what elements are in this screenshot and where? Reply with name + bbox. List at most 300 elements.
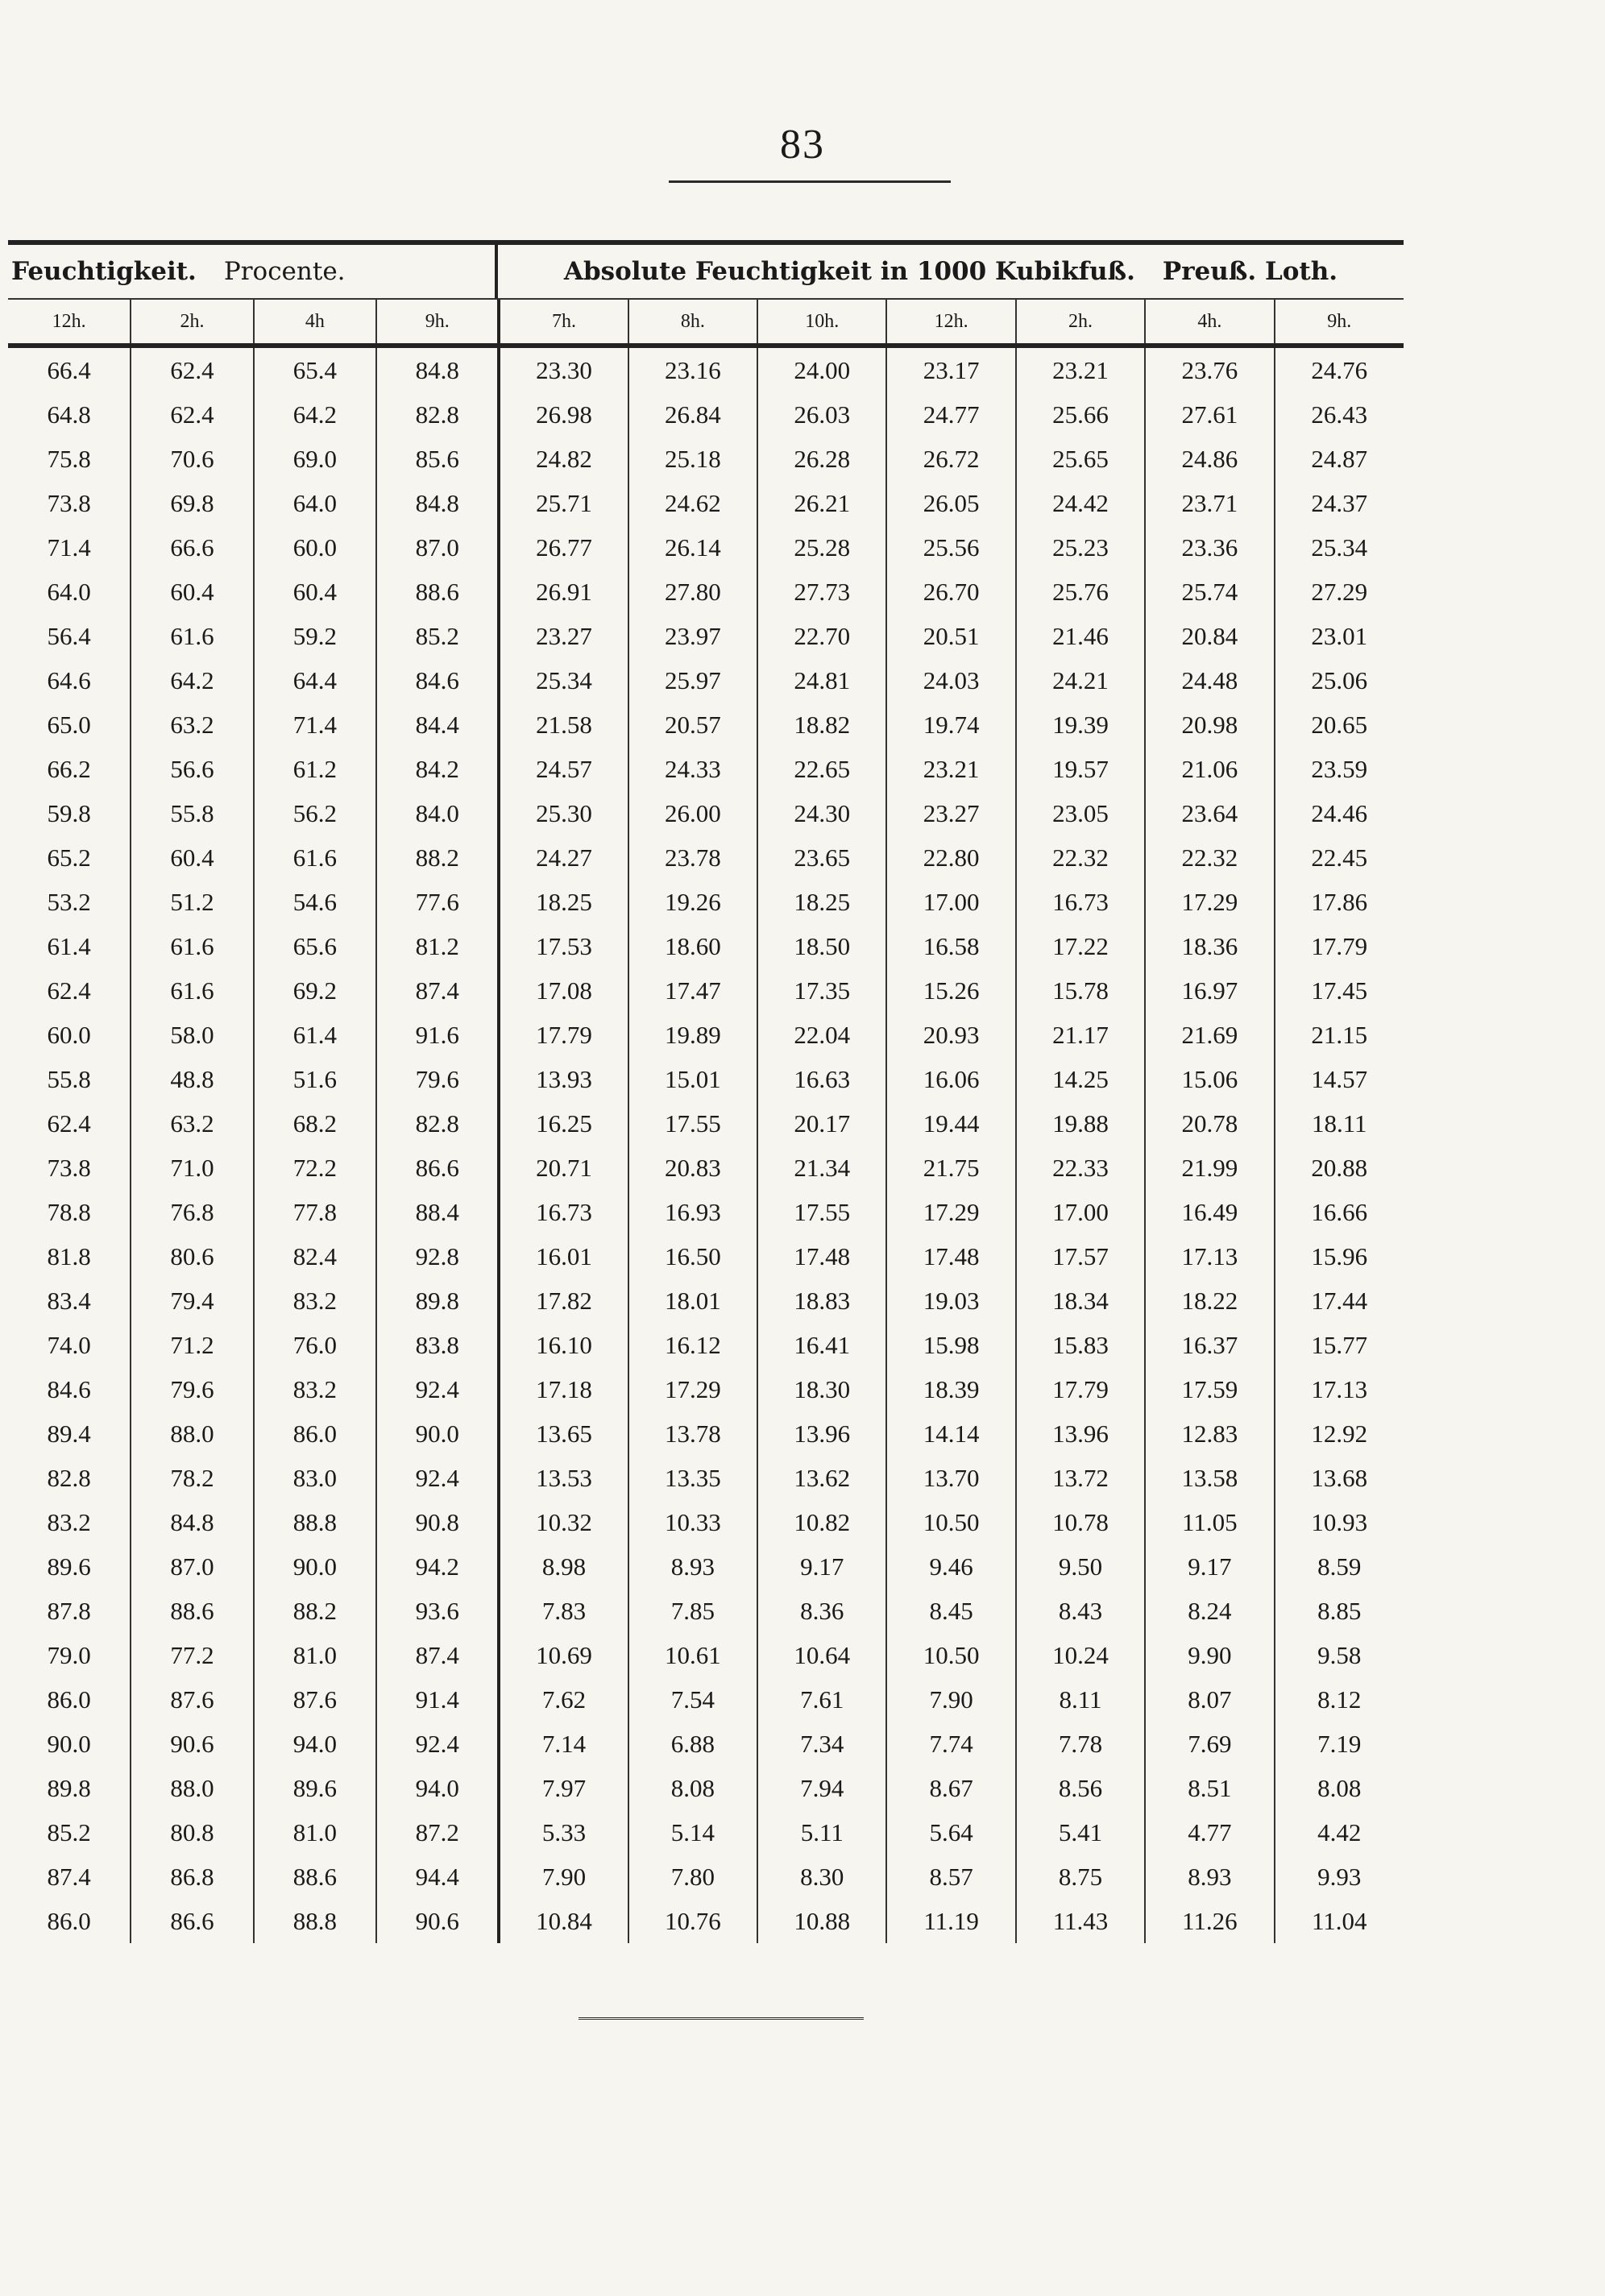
table-cell: 19.03 — [886, 1279, 1015, 1323]
table-cell: 24.57 — [499, 747, 628, 791]
table-cell: 87.0 — [131, 1544, 253, 1589]
table-cell: 63.2 — [131, 702, 253, 747]
table-cell: 10.50 — [886, 1500, 1015, 1544]
table-cell: 59.2 — [254, 614, 376, 658]
table-cell: 89.8 — [376, 1279, 499, 1323]
table-cell: 23.16 — [628, 346, 757, 392]
bottom-ornament-rule — [579, 2017, 864, 2020]
table-row — [8, 570, 1404, 614]
table-cell: 10.33 — [628, 1500, 757, 1544]
table-cell: 24.76 — [1275, 346, 1404, 392]
table-cell: 84.6 — [376, 658, 499, 702]
table-cell: 27.80 — [628, 570, 757, 614]
table-cell: 89.4 — [47, 1419, 91, 1448]
table-cell: 23.17 — [886, 346, 1015, 392]
table-cell: 68.2 — [254, 1101, 376, 1146]
table-cell: 7.19 — [1275, 1722, 1404, 1766]
table-cell: 7.80 — [628, 1855, 757, 1899]
table-cell: 7.54 — [628, 1677, 757, 1722]
table-cell: 90.0 — [47, 1729, 91, 1758]
table-cell: 15.98 — [886, 1323, 1015, 1367]
table-cell: 13.78 — [628, 1411, 757, 1456]
table-cell: 7.34 — [757, 1722, 886, 1766]
table-cell: 8.93 — [1145, 1855, 1274, 1899]
table-cell: 56.4 — [47, 621, 91, 650]
table-cell: 88.8 — [254, 1500, 376, 1544]
table-cell: 84.0 — [376, 791, 499, 835]
table-cell: 23.05 — [1016, 791, 1145, 835]
table-cell: 17.55 — [628, 1101, 757, 1146]
table-cell: 16.58 — [886, 924, 1015, 968]
table-cell: 21.69 — [1145, 1013, 1274, 1057]
table-cell: 64.2 — [131, 658, 253, 702]
table-cell: 10.50 — [886, 1633, 1015, 1677]
table-cell: 69.0 — [254, 437, 376, 481]
table-cell: 10.78 — [1016, 1500, 1145, 1544]
table-cell: 66.2 — [47, 754, 91, 783]
table-cell: 17.35 — [757, 968, 886, 1013]
column-header: 4h. — [1145, 300, 1274, 346]
table-cell: 17.13 — [1145, 1234, 1274, 1279]
table-cell: 22.04 — [757, 1013, 886, 1057]
table-cell: 15.06 — [1145, 1057, 1274, 1101]
table-cell: 90.0 — [376, 1411, 499, 1456]
table-cell: 69.8 — [131, 481, 253, 525]
table-cell: 10.84 — [499, 1899, 628, 1943]
table-cell: 24.30 — [757, 791, 886, 835]
table-cell: 48.8 — [131, 1057, 253, 1101]
absolute-humidity-title: Absolute Feuchtigkeit in 1000 Kubikfuß. — [563, 257, 1135, 286]
table-cell: 17.45 — [1275, 968, 1404, 1013]
table-cell: 21.06 — [1145, 747, 1274, 791]
table-cell: 84.6 — [47, 1374, 91, 1403]
relative-humidity-title: Feuchtigkeit. — [11, 257, 197, 286]
column-header: 12h. — [886, 300, 1015, 346]
table-row — [8, 437, 1404, 481]
table-cell: 6.88 — [628, 1722, 757, 1766]
table-cell: 17.18 — [499, 1367, 628, 1411]
table-cell: 18.25 — [757, 880, 886, 924]
table-cell: 55.8 — [47, 1064, 91, 1093]
table-cell: 62.4 — [131, 392, 253, 437]
table-cell: 86.6 — [376, 1146, 499, 1190]
table-cell: 8.45 — [886, 1589, 1015, 1633]
table-cell: 18.22 — [1145, 1279, 1274, 1323]
table-cell: 8.08 — [628, 1766, 757, 1810]
table-cell: 13.58 — [1145, 1456, 1274, 1500]
table-cell: 8.30 — [757, 1855, 886, 1899]
table-cell: 24.87 — [1275, 437, 1404, 481]
table-cell: 88.2 — [376, 835, 499, 880]
table-cell: 17.82 — [499, 1279, 628, 1323]
table-row — [8, 1013, 1404, 1057]
table-row — [8, 658, 1404, 702]
table-cell: 88.2 — [254, 1589, 376, 1633]
table-cell: 51.6 — [254, 1057, 376, 1101]
column-header: 4h — [254, 300, 376, 346]
table-cell: 86.6 — [131, 1899, 253, 1943]
table-cell: 79.6 — [131, 1367, 253, 1411]
table-row — [8, 1899, 1404, 1943]
table-cell: 26.72 — [886, 437, 1015, 481]
table-cell: 17.48 — [757, 1234, 886, 1279]
table-cell: 90.6 — [131, 1722, 253, 1766]
table-cell: 83.4 — [47, 1286, 91, 1315]
table-cell: 22.33 — [1016, 1146, 1145, 1190]
table-cell: 92.4 — [376, 1367, 499, 1411]
table-cell: 25.76 — [1016, 570, 1145, 614]
table-cell: 8.07 — [1145, 1677, 1274, 1722]
table-cell: 17.86 — [1275, 880, 1404, 924]
table-cell: 92.8 — [376, 1234, 499, 1279]
table-cell: 82.4 — [254, 1234, 376, 1279]
table-cell: 18.39 — [886, 1367, 1015, 1411]
table-cell: 24.27 — [499, 835, 628, 880]
table-cell: 56.2 — [254, 791, 376, 835]
table-cell: 60.0 — [254, 525, 376, 570]
table-cell: 12.92 — [1275, 1411, 1404, 1456]
table-cell: 17.53 — [499, 924, 628, 968]
table-body — [8, 346, 1404, 1943]
table-cell: 85.6 — [376, 437, 499, 481]
table-row — [8, 1722, 1404, 1766]
table-cell: 81.2 — [376, 924, 499, 968]
table-cell: 59.8 — [47, 798, 91, 827]
table-cell: 88.8 — [254, 1899, 376, 1943]
table-cell: 91.6 — [376, 1013, 499, 1057]
table-cell: 26.70 — [886, 570, 1015, 614]
table-cell: 26.14 — [628, 525, 757, 570]
table-cell: 86.0 — [47, 1685, 91, 1714]
table-cell: 66.6 — [131, 525, 253, 570]
table-row — [8, 481, 1404, 525]
table-cell: 20.93 — [886, 1013, 1015, 1057]
table-cell: 16.12 — [628, 1323, 757, 1367]
table-cell: 10.61 — [628, 1633, 757, 1677]
table-cell: 15.96 — [1275, 1234, 1404, 1279]
table-cell: 15.77 — [1275, 1323, 1404, 1367]
table-cell: 24.62 — [628, 481, 757, 525]
relative-humidity-group — [8, 245, 498, 298]
table-cell: 16.06 — [886, 1057, 1015, 1101]
table-cell: 83.2 — [254, 1279, 376, 1323]
table-cell: 17.08 — [499, 968, 628, 1013]
table-cell: 87.8 — [47, 1596, 91, 1625]
table-row — [8, 1101, 1404, 1146]
table-cell: 88.0 — [131, 1411, 253, 1456]
table-cell: 87.4 — [376, 1633, 499, 1677]
table-cell: 78.8 — [47, 1197, 91, 1226]
table-cell: 70.6 — [131, 437, 253, 481]
table-cell: 8.08 — [1275, 1766, 1404, 1810]
table-cell: 10.24 — [1016, 1633, 1145, 1677]
table-cell: 16.66 — [1275, 1190, 1404, 1234]
table-cell: 9.90 — [1145, 1633, 1274, 1677]
absolute-humidity-group — [498, 245, 1404, 298]
table-cell: 19.89 — [628, 1013, 757, 1057]
table-cell: 16.93 — [628, 1190, 757, 1234]
table-cell: 53.2 — [47, 887, 91, 916]
table-cell: 8.67 — [886, 1766, 1015, 1810]
column-header: 2h. — [131, 300, 253, 346]
table-cell: 23.71 — [1145, 481, 1274, 525]
table-cell: 63.2 — [131, 1101, 253, 1146]
table-cell: 90.0 — [254, 1544, 376, 1589]
table-cell: 23.64 — [1145, 791, 1274, 835]
table-cell: 94.0 — [376, 1766, 499, 1810]
table-cell: 8.56 — [1016, 1766, 1145, 1810]
table-cell: 13.96 — [757, 1411, 886, 1456]
table-cell: 8.57 — [886, 1855, 1015, 1899]
table-cell: 61.6 — [254, 835, 376, 880]
table-cell: 89.6 — [254, 1766, 376, 1810]
table-cell: 87.6 — [131, 1677, 253, 1722]
table-cell: 17.29 — [1145, 880, 1274, 924]
table-cell: 20.71 — [499, 1146, 628, 1190]
table-cell: 23.30 — [499, 346, 628, 392]
table-cell: 26.05 — [886, 481, 1015, 525]
table-cell: 13.65 — [499, 1411, 628, 1456]
table-cell: 23.36 — [1145, 525, 1274, 570]
table-cell: 24.37 — [1275, 481, 1404, 525]
table-cell: 27.29 — [1275, 570, 1404, 614]
table-cell: 81.0 — [254, 1633, 376, 1677]
table-cell: 69.2 — [254, 968, 376, 1013]
table-cell: 17.13 — [1275, 1367, 1404, 1411]
table-cell: 13.72 — [1016, 1456, 1145, 1500]
table-cell: 81.8 — [47, 1241, 91, 1270]
table-cell: 17.79 — [1275, 924, 1404, 968]
table-row — [8, 968, 1404, 1013]
table-cell: 81.0 — [254, 1810, 376, 1855]
table-cell: 19.44 — [886, 1101, 1015, 1146]
table-cell: 89.6 — [47, 1552, 91, 1581]
table-cell: 26.91 — [499, 570, 628, 614]
table-row — [8, 1456, 1404, 1500]
table-cell: 62.4 — [131, 346, 253, 392]
table-cell: 8.98 — [499, 1544, 628, 1589]
table-cell: 76.8 — [131, 1190, 253, 1234]
table-cell: 84.8 — [376, 481, 499, 525]
table-cell: 15.01 — [628, 1057, 757, 1101]
table-cell: 58.0 — [131, 1013, 253, 1057]
table-cell: 18.83 — [757, 1279, 886, 1323]
table-row — [8, 880, 1404, 924]
table-cell: 16.73 — [1016, 880, 1145, 924]
table-cell: 94.0 — [254, 1722, 376, 1766]
table-cell: 11.05 — [1145, 1500, 1274, 1544]
table-cell: 71.2 — [131, 1323, 253, 1367]
table-cell: 15.78 — [1016, 968, 1145, 1013]
table-cell: 60.4 — [131, 570, 253, 614]
table-cell: 21.17 — [1016, 1013, 1145, 1057]
table-cell: 16.50 — [628, 1234, 757, 1279]
table-cell: 24.82 — [499, 437, 628, 481]
table-cell: 10.76 — [628, 1899, 757, 1943]
table-row — [8, 1057, 1404, 1101]
table-cell: 23.97 — [628, 614, 757, 658]
table-cell: 7.90 — [886, 1677, 1015, 1722]
table-cell: 11.43 — [1016, 1899, 1145, 1943]
table-cell: 22.65 — [757, 747, 886, 791]
page-number-rule — [669, 180, 951, 183]
table-cell: 26.43 — [1275, 392, 1404, 437]
table-row — [8, 924, 1404, 968]
table-cell: 13.96 — [1016, 1411, 1145, 1456]
table-cell: 72.2 — [254, 1146, 376, 1190]
column-header-row — [8, 300, 1404, 346]
table-cell: 87.6 — [254, 1677, 376, 1722]
table-cell: 26.84 — [628, 392, 757, 437]
table-cell: 17.79 — [1016, 1367, 1145, 1411]
table-cell: 8.59 — [1275, 1544, 1404, 1589]
table-cell: 14.25 — [1016, 1057, 1145, 1101]
table-cell: 18.82 — [757, 702, 886, 747]
table-cell: 82.8 — [376, 1101, 499, 1146]
relative-humidity-unit: Procente. — [223, 257, 346, 286]
table-row — [8, 1633, 1404, 1677]
table-cell: 10.88 — [757, 1899, 886, 1943]
table-cell: 9.93 — [1275, 1855, 1404, 1899]
table-cell: 25.71 — [499, 481, 628, 525]
table-cell: 65.4 — [254, 346, 376, 392]
table-cell: 21.75 — [886, 1146, 1015, 1190]
table-cell: 26.03 — [757, 392, 886, 437]
table-cell: 5.64 — [886, 1810, 1015, 1855]
table-cell: 82.8 — [47, 1463, 91, 1492]
table-cell: 93.6 — [376, 1589, 499, 1633]
table-row — [8, 1279, 1404, 1323]
table-cell: 85.2 — [47, 1817, 91, 1846]
table-cell: 20.78 — [1145, 1101, 1274, 1146]
table-cell: 17.47 — [628, 968, 757, 1013]
table-cell: 26.77 — [499, 525, 628, 570]
table-cell: 10.82 — [757, 1500, 886, 1544]
table-cell: 25.97 — [628, 658, 757, 702]
table-cell: 25.56 — [886, 525, 1015, 570]
table-cell: 9.50 — [1016, 1544, 1145, 1589]
table-cell: 8.43 — [1016, 1589, 1145, 1633]
table-cell: 61.2 — [254, 747, 376, 791]
table-cell: 24.33 — [628, 747, 757, 791]
table-cell: 16.97 — [1145, 968, 1274, 1013]
table-cell: 92.4 — [376, 1456, 499, 1500]
table-cell: 94.2 — [376, 1544, 499, 1589]
table-cell: 22.70 — [757, 614, 886, 658]
table-cell: 24.21 — [1016, 658, 1145, 702]
table-cell: 19.26 — [628, 880, 757, 924]
table-cell: 17.29 — [886, 1190, 1015, 1234]
table-cell: 7.94 — [757, 1766, 886, 1810]
table-cell: 23.21 — [1016, 346, 1145, 392]
table-cell: 54.6 — [254, 880, 376, 924]
table-cell: 62.4 — [47, 1109, 91, 1138]
table-cell: 76.0 — [254, 1323, 376, 1367]
table-cell: 9.58 — [1275, 1633, 1404, 1677]
table-cell: 7.62 — [499, 1677, 628, 1722]
table-cell: 8.12 — [1275, 1677, 1404, 1722]
table-cell: 7.61 — [757, 1677, 886, 1722]
table-cell: 83.2 — [254, 1367, 376, 1411]
table-cell: 84.8 — [131, 1500, 253, 1544]
table-cell: 77.2 — [131, 1633, 253, 1677]
table-cell: 16.63 — [757, 1057, 886, 1101]
column-header: 12h. — [8, 300, 131, 346]
table-cell: 8.75 — [1016, 1855, 1145, 1899]
table-cell: 20.51 — [886, 614, 1015, 658]
table-cell: 27.61 — [1145, 392, 1274, 437]
table-cell: 19.57 — [1016, 747, 1145, 791]
table-cell: 90.6 — [376, 1899, 499, 1943]
table-cell: 65.6 — [254, 924, 376, 968]
column-header: 10h. — [757, 300, 886, 346]
table-cell: 25.23 — [1016, 525, 1145, 570]
table-cell: 21.46 — [1016, 614, 1145, 658]
table-cell: 21.15 — [1275, 1013, 1404, 1057]
table-cell: 86.8 — [131, 1855, 253, 1899]
table-cell: 62.4 — [47, 976, 91, 1005]
table-cell: 5.33 — [499, 1810, 628, 1855]
table-cell: 51.2 — [131, 880, 253, 924]
column-header: 8h. — [628, 300, 757, 346]
table-cell: 84.8 — [376, 346, 499, 392]
table-cell: 14.57 — [1275, 1057, 1404, 1101]
page-number: 83 — [780, 122, 825, 168]
table-cell: 8.36 — [757, 1589, 886, 1633]
table-cell: 16.01 — [499, 1234, 628, 1279]
table-cell: 12.83 — [1145, 1411, 1274, 1456]
table-cell: 25.34 — [1275, 525, 1404, 570]
table-cell: 10.93 — [1275, 1500, 1404, 1544]
table-cell: 9.17 — [757, 1544, 886, 1589]
table-cell: 10.64 — [757, 1633, 886, 1677]
table-cell: 61.6 — [131, 968, 253, 1013]
table-cell: 23.27 — [499, 614, 628, 658]
table-cell: 86.0 — [47, 1906, 91, 1935]
table-cell: 83.0 — [254, 1456, 376, 1500]
table-cell: 64.8 — [47, 400, 91, 429]
table-cell: 26.00 — [628, 791, 757, 835]
table-row — [8, 1766, 1404, 1810]
table-cell: 87.2 — [376, 1810, 499, 1855]
table-cell: 19.39 — [1016, 702, 1145, 747]
table-cell: 64.0 — [47, 577, 91, 606]
table-cell: 20.98 — [1145, 702, 1274, 747]
table-cell: 75.8 — [47, 444, 91, 473]
table-cell: 64.4 — [254, 658, 376, 702]
table-cell: 80.6 — [131, 1234, 253, 1279]
table-cell: 9.46 — [886, 1544, 1015, 1589]
table-cell: 22.32 — [1016, 835, 1145, 880]
table-cell: 17.00 — [1016, 1190, 1145, 1234]
table-cell: 13.68 — [1275, 1456, 1404, 1500]
table-cell: 83.2 — [47, 1507, 91, 1536]
table-cell: 61.4 — [254, 1013, 376, 1057]
table-cell: 5.41 — [1016, 1810, 1145, 1855]
table-cell: 18.01 — [628, 1279, 757, 1323]
table-cell: 82.8 — [376, 392, 499, 437]
table-cell: 25.18 — [628, 437, 757, 481]
table-cell: 17.59 — [1145, 1367, 1274, 1411]
table-cell: 15.26 — [886, 968, 1015, 1013]
table-cell: 56.6 — [131, 747, 253, 791]
table-cell: 22.45 — [1275, 835, 1404, 880]
table-cell: 11.04 — [1275, 1899, 1404, 1943]
table-cell: 7.14 — [499, 1722, 628, 1766]
table-cell: 84.2 — [376, 747, 499, 791]
table-cell: 13.93 — [499, 1057, 628, 1101]
table-cell: 18.34 — [1016, 1279, 1145, 1323]
